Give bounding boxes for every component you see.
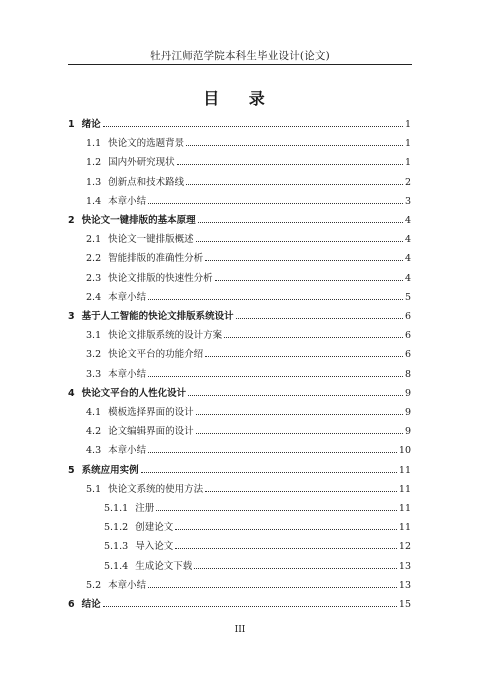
toc-entry-page: 6 bbox=[404, 311, 411, 322]
toc-dot-leader bbox=[194, 568, 397, 569]
toc-entry[interactable] bbox=[86, 176, 411, 190]
toc-entry-page: 2 bbox=[404, 176, 411, 188]
toc-dot-leader bbox=[148, 452, 397, 453]
toc-dot-leader bbox=[103, 126, 403, 127]
toc-dot-leader bbox=[224, 337, 403, 338]
toc-entry-number: 5.1.3 bbox=[104, 541, 129, 553]
toc-entry-page: 9 bbox=[404, 407, 411, 418]
toc-dot-leader bbox=[205, 356, 403, 357]
toc-entry-title: 注册 bbox=[135, 503, 155, 514]
toc-entry-number: 1 bbox=[68, 119, 75, 130]
toc-entry-page: 9 bbox=[404, 387, 411, 399]
toc-entry-title: 系统应用实例 bbox=[81, 464, 139, 476]
toc-entry[interactable] bbox=[86, 329, 411, 343]
toc-dot-leader bbox=[205, 491, 397, 492]
toc-entry-number: 5.2 bbox=[86, 579, 102, 591]
toc-entry-number: 4.1 bbox=[86, 407, 102, 418]
toc-entry-number: 3.2 bbox=[86, 349, 102, 361]
toc-dot-leader bbox=[186, 184, 403, 185]
toc-entry-title: 国内外研究现状 bbox=[108, 157, 175, 169]
header-rule bbox=[68, 64, 412, 65]
toc-entry-title: 快论文排版的快速性分析 bbox=[108, 272, 213, 284]
toc-entry[interactable] bbox=[68, 214, 411, 228]
toc-entry-title: 快论文排版系统的设计方案 bbox=[108, 330, 223, 342]
toc-entry[interactable] bbox=[68, 598, 411, 612]
toc-entry-title: 智能排版的准确性分析 bbox=[108, 253, 204, 265]
toc-entry[interactable] bbox=[86, 252, 411, 266]
toc-entry-number: 5.1.4 bbox=[104, 560, 129, 572]
toc-entry[interactable] bbox=[104, 502, 411, 516]
toc-dot-leader bbox=[148, 299, 403, 300]
toc-entry-page: 15 bbox=[398, 599, 411, 610]
toc-entry-page: 11 bbox=[398, 464, 411, 476]
toc-entry-title: 本章小结 bbox=[108, 579, 147, 591]
page-header: 牡丹江师范学院本科生毕业设计(论文) bbox=[150, 50, 330, 62]
toc-dot-leader bbox=[177, 164, 403, 165]
toc-entry[interactable] bbox=[86, 137, 411, 151]
toc-entry-number: 1.4 bbox=[86, 195, 102, 207]
toc-entry-number: 2.1 bbox=[86, 234, 102, 246]
toc-entry-title: 绪论 bbox=[81, 119, 101, 130]
toc-dot-leader bbox=[175, 548, 397, 549]
toc-entry-number: 3.1 bbox=[86, 330, 102, 342]
toc-entry-page: 4 bbox=[404, 234, 411, 246]
toc-entry-title: 快论文的选题背景 bbox=[108, 138, 185, 150]
toc-dot-leader bbox=[236, 318, 403, 319]
toc-entry-number: 2 bbox=[68, 215, 75, 226]
toc-entry-page: 9 bbox=[404, 426, 411, 438]
toc-entry-page: 1 bbox=[404, 157, 411, 169]
toc-entry-page: 4 bbox=[404, 215, 411, 226]
toc-entry-page: 8 bbox=[404, 368, 411, 380]
toc-entry-page: 10 bbox=[398, 445, 411, 457]
toc-entry-title: 创新点和技术路线 bbox=[108, 176, 185, 188]
toc-dot-leader bbox=[196, 433, 403, 434]
toc-entry-title: 创建论文 bbox=[135, 522, 174, 534]
toc-entry[interactable] bbox=[104, 521, 411, 535]
toc-entry-title: 生成论文下载 bbox=[135, 560, 193, 572]
toc-dot-leader bbox=[141, 472, 397, 473]
toc-dot-leader bbox=[215, 280, 403, 281]
toc-entry[interactable] bbox=[104, 540, 411, 554]
toc-entry[interactable] bbox=[68, 464, 411, 478]
toc-entry-title: 导入论文 bbox=[135, 541, 174, 553]
toc-entry-title: 本章小结 bbox=[108, 195, 147, 207]
toc-entry-title: 快论文一键排版的基本原理 bbox=[81, 215, 196, 226]
toc-entry-number: 3.3 bbox=[86, 368, 102, 380]
toc-dot-leader bbox=[175, 529, 397, 530]
toc-entry-number: 2.4 bbox=[86, 291, 102, 303]
toc-entry[interactable] bbox=[86, 406, 411, 420]
toc-entry-title: 快论文平台的功能介绍 bbox=[108, 349, 204, 361]
toc-entry[interactable] bbox=[68, 310, 411, 324]
toc-entry-page: 11 bbox=[398, 483, 411, 495]
page-number: III bbox=[234, 625, 246, 635]
toc-entry-title: 论文编辑界面的设计 bbox=[108, 426, 194, 438]
toc-entry-title: 本章小结 bbox=[108, 291, 147, 303]
toc-entry-title: 快论文系统的使用方法 bbox=[108, 483, 204, 495]
toc-dot-leader bbox=[196, 414, 403, 415]
toc-entry-number: 4.2 bbox=[86, 426, 102, 438]
toc-entry[interactable] bbox=[86, 156, 411, 170]
toc-entry-title: 模板选择界面的设计 bbox=[108, 407, 194, 418]
toc-entry-page: 5 bbox=[404, 291, 411, 303]
toc-entry-title: 本章小结 bbox=[108, 445, 147, 457]
toc-entry[interactable] bbox=[86, 195, 411, 209]
toc-entry[interactable] bbox=[104, 560, 411, 574]
toc-entry[interactable] bbox=[86, 291, 411, 305]
toc-entry-page: 1 bbox=[404, 138, 411, 150]
toc-entry[interactable] bbox=[86, 425, 411, 439]
toc-entry-page: 3 bbox=[404, 195, 411, 207]
toc-entry-page: 4 bbox=[404, 272, 411, 284]
toc-entry-number: 1.3 bbox=[86, 176, 102, 188]
toc-entry-page: 1 bbox=[404, 119, 411, 130]
toc-entry-page: 12 bbox=[398, 541, 411, 553]
page-title: 目 录 bbox=[203, 89, 277, 108]
toc-entry[interactable] bbox=[86, 348, 411, 362]
toc-dot-leader bbox=[196, 241, 403, 242]
toc-dot-leader bbox=[148, 203, 403, 204]
toc-entry-page: 6 bbox=[404, 330, 411, 342]
toc-entry-number: 6 bbox=[68, 599, 75, 610]
toc-entry-page: 11 bbox=[398, 522, 411, 534]
toc-entry-page: 13 bbox=[398, 579, 411, 591]
toc-entry[interactable] bbox=[68, 118, 411, 132]
toc-dot-leader bbox=[186, 145, 403, 146]
toc-entry-title: 快论文一键排版概述 bbox=[108, 234, 194, 246]
toc-entry-number: 2.3 bbox=[86, 272, 102, 284]
toc-dot-leader bbox=[148, 587, 397, 588]
toc-entry-number: 1.2 bbox=[86, 157, 102, 169]
toc-entry-number: 5 bbox=[68, 464, 75, 476]
toc-entry-page: 11 bbox=[398, 503, 411, 514]
toc-entry-number: 4.3 bbox=[86, 445, 102, 457]
toc-entry-title: 本章小结 bbox=[108, 368, 147, 380]
toc-entry-number: 3 bbox=[68, 311, 75, 322]
toc-entry[interactable] bbox=[86, 444, 411, 458]
toc-entry[interactable] bbox=[86, 272, 411, 286]
toc-entry-page: 4 bbox=[404, 253, 411, 265]
toc-entry-number: 5.1.1 bbox=[104, 503, 129, 514]
toc-entry-title: 快论文平台的人性化设计 bbox=[81, 387, 187, 399]
toc-entry-number: 5.1.2 bbox=[104, 522, 129, 534]
toc-entry[interactable] bbox=[86, 579, 411, 593]
toc-entry[interactable] bbox=[86, 368, 411, 382]
toc-entry-page: 6 bbox=[404, 349, 411, 361]
toc-entry[interactable] bbox=[68, 387, 411, 401]
toc-entry-number: 1.1 bbox=[86, 138, 102, 150]
toc-entry[interactable] bbox=[86, 483, 411, 497]
toc-dot-leader bbox=[205, 260, 403, 261]
toc-entry-number: 4 bbox=[68, 387, 75, 399]
toc-entry-title: 结论 bbox=[81, 599, 101, 610]
toc-entry[interactable] bbox=[86, 233, 411, 247]
toc-dot-leader bbox=[156, 510, 397, 511]
toc-dot-leader bbox=[198, 222, 403, 223]
toc-dot-leader bbox=[188, 395, 403, 396]
toc-entry-number: 2.2 bbox=[86, 253, 102, 265]
toc-entry-page: 13 bbox=[398, 560, 411, 572]
toc-entry-number: 5.1 bbox=[86, 483, 102, 495]
toc-dot-leader bbox=[148, 376, 403, 377]
toc-entry-title: 基于人工智能的快论文排版系统设计 bbox=[81, 311, 234, 322]
toc-dot-leader bbox=[103, 606, 397, 607]
